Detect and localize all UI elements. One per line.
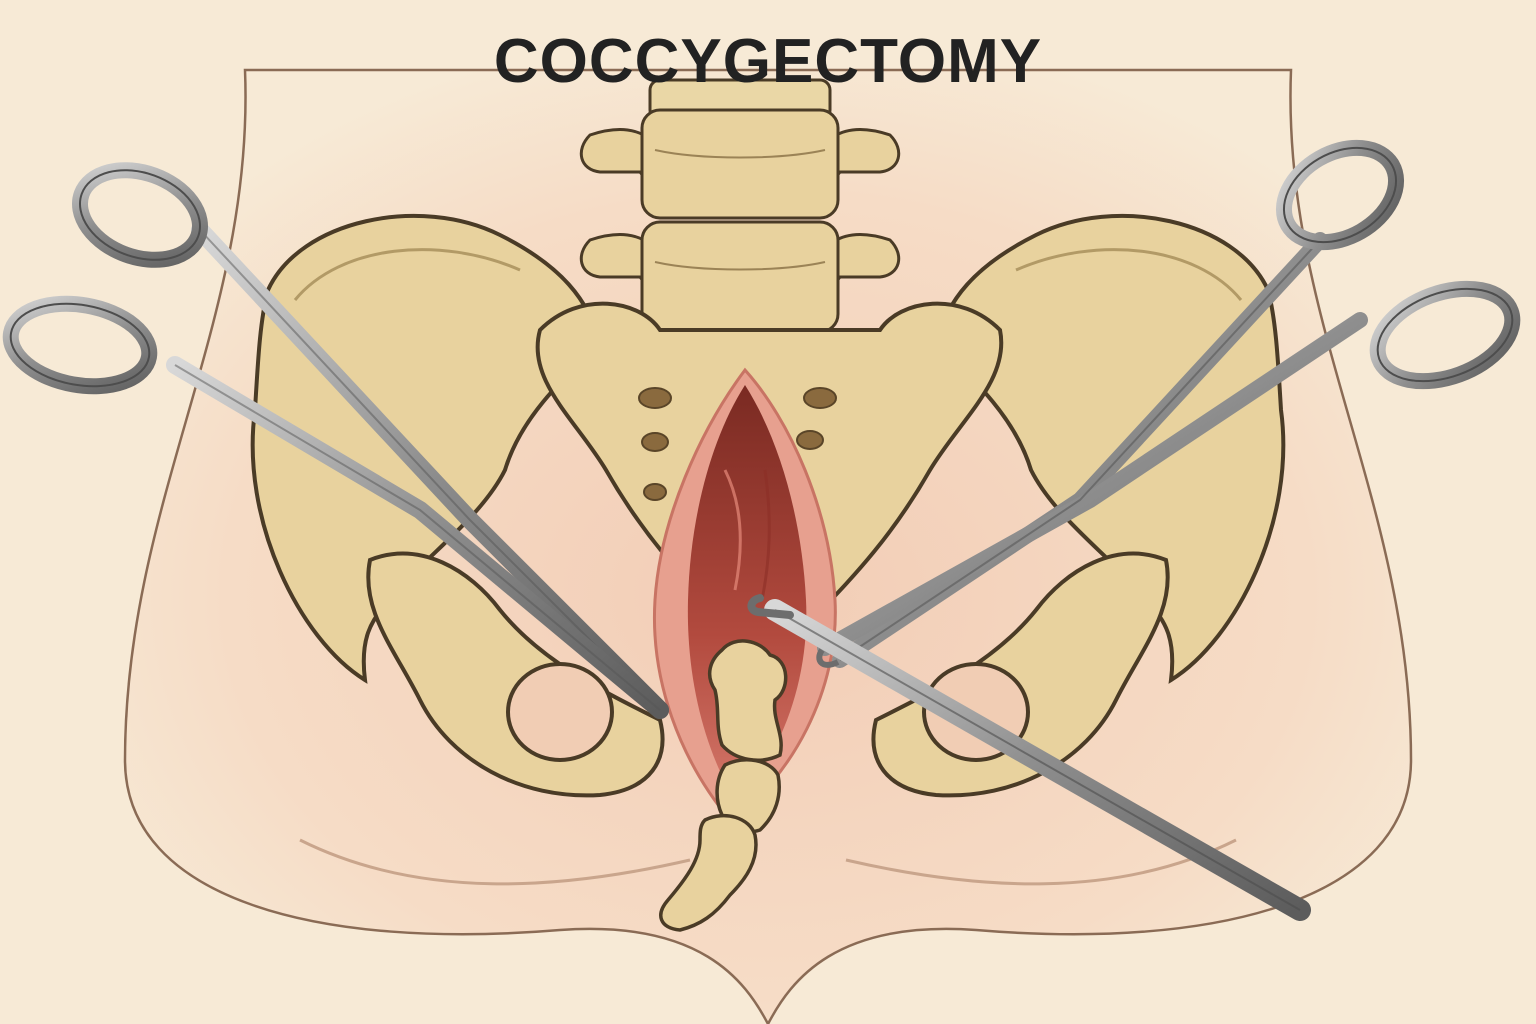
page-title: COCCYGECTOMY xyxy=(493,27,1043,96)
